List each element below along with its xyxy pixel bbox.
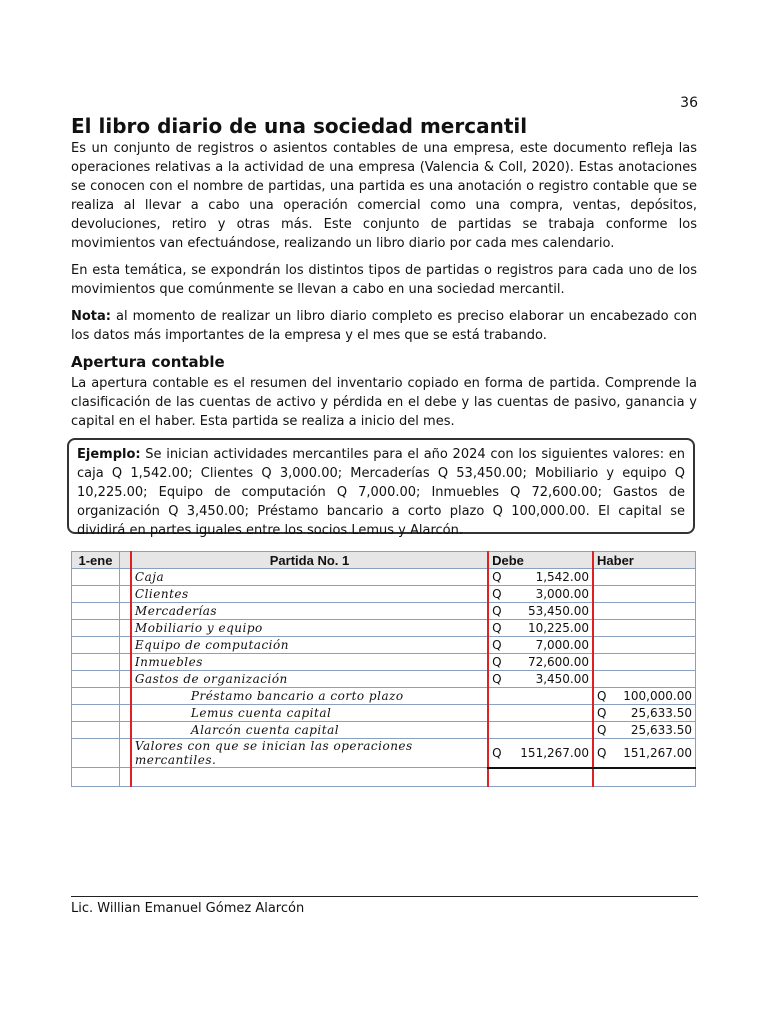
account-cell <box>131 722 488 739</box>
debe-header: Debe <box>488 552 593 569</box>
account-cell <box>131 620 488 637</box>
currency-symbol: Q <box>492 621 502 635</box>
currency-symbol: Q <box>492 745 502 760</box>
footer-divider <box>71 896 698 897</box>
thematic-paragraph: En esta temática, se expondrán los distintos tipos de partidas o registros para cada uno de los movimientos que comúnmente se llevan a cabo en una sociedad mercantil. <box>71 263 697 297</box>
haber-amount <box>597 723 692 737</box>
spacer-cell <box>119 569 130 586</box>
debe-cell <box>488 620 593 637</box>
date-cell <box>72 654 120 671</box>
account-name: Lemus cuenta capital <box>190 706 332 720</box>
debe-cell <box>488 705 593 722</box>
spacer-cell <box>119 671 130 688</box>
table-row <box>72 722 696 739</box>
account-cell <box>131 768 488 787</box>
spacer-cell <box>119 552 130 569</box>
debe-cell <box>488 671 593 688</box>
currency-symbol: Q <box>492 604 502 618</box>
haber-cell <box>593 722 695 739</box>
note-paragraph <box>71 307 697 345</box>
date-cell <box>72 586 120 603</box>
page-number: 36 <box>680 95 698 111</box>
debe-cell <box>488 586 593 603</box>
account-name: Equipo de computación <box>134 638 289 652</box>
amount-value: 3,450.00 <box>535 672 590 686</box>
account-name: Inmuebles <box>134 655 203 669</box>
table-row <box>72 569 696 586</box>
spacer-cell <box>119 688 130 705</box>
haber-cell <box>593 603 695 620</box>
amount-value: 3,000.00 <box>535 587 590 601</box>
haber-cell <box>593 637 695 654</box>
spacer-cell <box>119 768 130 787</box>
haber-header: Haber <box>593 552 695 569</box>
amount-value: 1,542.00 <box>535 570 590 584</box>
spacer-cell <box>119 586 130 603</box>
total-row <box>72 739 696 768</box>
debe-amount <box>492 672 589 686</box>
account-cell <box>131 671 488 688</box>
amount-value: 151,267.00 <box>520 745 590 760</box>
debe-amount <box>492 587 589 601</box>
account-cell <box>131 586 488 603</box>
account-cell <box>131 637 488 654</box>
amount-value: 100,000.00 <box>623 689 692 703</box>
haber-total-cell <box>593 739 695 768</box>
debe-amount <box>492 655 589 669</box>
amount-value: 25,633.50 <box>630 723 692 737</box>
table-row <box>72 620 696 637</box>
currency-symbol: Q <box>597 745 607 760</box>
haber-amount <box>597 706 692 720</box>
table-row <box>72 654 696 671</box>
account-name: Gastos de organización <box>134 672 288 686</box>
debe-cell <box>488 569 593 586</box>
debe-amount <box>492 604 589 618</box>
page-title: El libro diario de una sociedad mercantil <box>71 114 528 138</box>
amount-value: 53,450.00 <box>527 604 590 618</box>
spacer-cell <box>119 722 130 739</box>
haber-amount <box>597 689 692 703</box>
empty-row <box>72 768 696 787</box>
haber-cell <box>593 768 695 787</box>
currency-symbol: Q <box>597 723 607 737</box>
account-cell <box>131 569 488 586</box>
account-name: Mobiliario y equipo <box>134 621 263 635</box>
date-cell: 1-ene <box>72 552 120 569</box>
currency-symbol: Q <box>597 689 607 703</box>
account-cell <box>131 705 488 722</box>
currency-symbol: Q <box>492 587 502 601</box>
debe-cell <box>488 654 593 671</box>
haber-cell <box>593 705 695 722</box>
spacer-cell <box>119 603 130 620</box>
journal-entry-table <box>71 551 696 787</box>
haber-cell <box>593 654 695 671</box>
debe-total-cell <box>488 739 593 768</box>
amount-value: 7,000.00 <box>535 638 590 652</box>
table-row <box>72 586 696 603</box>
footer-author: Lic. Willian Emanuel Gómez Alarcón <box>71 901 305 916</box>
haber-cell <box>593 586 695 603</box>
currency-symbol: Q <box>492 655 502 669</box>
debe-cell <box>488 722 593 739</box>
debe-cell <box>488 603 593 620</box>
debe-total <box>492 746 589 760</box>
spacer-cell <box>119 654 130 671</box>
date-cell <box>72 688 120 705</box>
amount-value: 72,600.00 <box>527 655 590 669</box>
account-cell <box>131 654 488 671</box>
debe-cell <box>488 688 593 705</box>
table-row <box>72 671 696 688</box>
section-heading: Apertura contable <box>71 353 225 371</box>
note-text: al momento de realizar un libro diario completo es preciso elaborar un encabezado con los datos más importantes de la empresa y el mes que se está trabando. <box>71 309 697 343</box>
haber-cell <box>593 688 695 705</box>
table-row <box>72 688 696 705</box>
debe-amount <box>492 570 589 584</box>
account-name: Alarcón cuenta capital <box>190 723 340 737</box>
account-name: Préstamo bancario a corto plazo <box>190 689 404 703</box>
debe-amount <box>492 621 589 635</box>
spacer-cell <box>119 620 130 637</box>
haber-cell <box>593 569 695 586</box>
table-row <box>72 705 696 722</box>
debe-amount <box>492 638 589 652</box>
spacer-cell <box>119 705 130 722</box>
example-box <box>67 438 695 538</box>
currency-symbol: Q <box>492 638 502 652</box>
spacer-cell <box>119 739 130 768</box>
intro-paragraph: Es un conjunto de registros o asientos contables de una empresa, este documento refleja las operaciones relativas a la actividad de una empresa (Valencia & Coll, 2020). Estas anotaciones se conocen con el nombre de partidas, una partida es una anotación o registro contable que se realiza al llevar a cabo una operación comercial como una compra, ventas, depósitos, devoluciones, retiro y otras más. Este conjunto de partidas se trabaja conforme los movimientos van efectuándose, realizando un libro diario por cada mes calendario. <box>71 141 697 251</box>
table-row <box>72 637 696 654</box>
example-label: Ejemplo: <box>77 447 141 462</box>
date-cell <box>72 671 120 688</box>
account-name: Clientes <box>134 587 189 601</box>
account-name: Mercaderías <box>134 604 218 618</box>
amount-value: 10,225.00 <box>527 621 590 635</box>
explanation-cell <box>131 739 488 768</box>
date-cell <box>72 603 120 620</box>
date-cell <box>72 637 120 654</box>
amount-value: 151,267.00 <box>623 745 692 760</box>
haber-cell <box>593 671 695 688</box>
date-cell <box>72 569 120 586</box>
account-cell <box>131 603 488 620</box>
currency-symbol: Q <box>597 706 607 720</box>
date-cell <box>72 620 120 637</box>
date-cell <box>72 739 120 768</box>
entry-explanation: Valores con que se inician las operaciones mercantiles. <box>134 739 413 767</box>
haber-cell <box>593 620 695 637</box>
amount-value: 25,633.50 <box>630 706 692 720</box>
account-cell <box>131 688 488 705</box>
note-label: Nota: <box>71 309 111 324</box>
date-cell <box>72 705 120 722</box>
debe-cell <box>488 768 593 787</box>
currency-symbol: Q <box>492 570 502 584</box>
haber-total <box>597 746 692 760</box>
date-cell <box>72 722 120 739</box>
table-row <box>72 603 696 620</box>
entry-title: Partida No. 1 <box>131 552 488 569</box>
account-name: Caja <box>134 570 165 584</box>
example-text: Se inician actividades mercantiles para el año 2024 con los siguientes valores: en caja Q 1,542.00; Clientes Q 3,000.00; Mercaderías Q 53,450.00; Mobiliario y equipo Q 10,225.00; Equipo de computación Q 7,000.00; Inmuebles Q 72,600.00; Gastos de organización Q 3,450.00; Préstamo bancario a corto plazo Q 100,000.00. El capital se dividirá en partes iguales entre los socios Lemus y Alarcón. <box>77 447 685 538</box>
section-paragraph: La apertura contable es el resumen del inventario copiado en forma de partida. Comprende la clasificación de las cuentas de activo y pérdida en el debe y las cuentas de pasivo, ganancia y capital en el haber. Esta partida se realiza a inicio del mes. <box>71 376 697 429</box>
table-header-row <box>72 552 696 569</box>
debe-cell <box>488 637 593 654</box>
spacer-cell <box>119 637 130 654</box>
date-cell <box>72 768 120 787</box>
currency-symbol: Q <box>492 672 502 686</box>
